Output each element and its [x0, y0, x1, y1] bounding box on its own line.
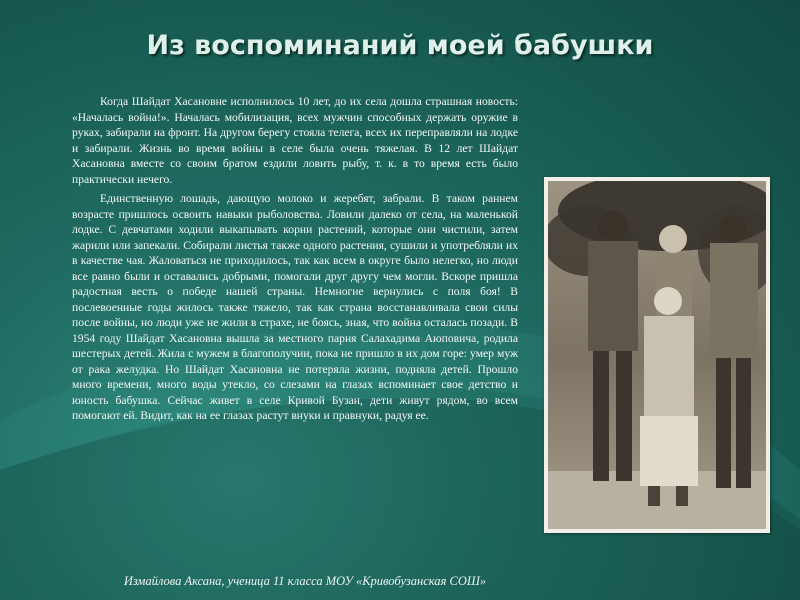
slide-title: Из воспоминаний моей бабушки: [146, 30, 654, 61]
family-photo-icon: [548, 181, 766, 529]
author-signature: Измайлова Аксана, ученица 11 класса МОУ «Кривобузанская СОШ»: [123, 574, 487, 588]
story-paragraph-2: Единственную лошадь, дающую молоко и жеребят, забрали. В таком раннем возрасте пришлось освоить навыки рыболовства. Ловили далеко от села, на маленькой лодке. С девчатами ходили выкапывать корни растений, которые они чистили, затем жарили или запекали. Собирали листья также одного растения, сушили и употребляли их в качестве чая. Жаловаться не приходилось, так как всем в округе было нелегко, но люди все равно были и оставались добрыми, помогали друг другу чем могли. Вскоре пришла радостная весть о победе нашей страны. Немногие вернулись с поля боя! В послевоенные годы жилось также тяжело, так как страна восстанавливала свои силы после войны, но люди уже не жили в страхе, не боясь, зная, что война осталась позади. В 1954 году Шайдат Хасановна вышла за местного парня Салахадима Аюповича, родила шестерых детей. Жила с мужем в благополучии, пока не пришло в их дом горе: умер муж от рака желудка. Но Шайдат Хасановна не потеряла жизни, подняла детей. Прошло много времени, много воды утекло, со слезами на глазах вспоминает свое детство и юность бабушка. Сейчас живет в селе Кривой Бузан, дети живут рядом, во всем помогают ей. Видит, как на ее глазах растут внуки и правнуки, радуя ее.: [72, 192, 518, 422]
family-photo: [544, 177, 770, 533]
story-paragraph-1: Когда Шайдат Хасановне исполнилось 10 лет, до их села дошла страшная новость: «Началась война!». Началась мобилизация, всех мужчин способных держать оружие в руках, забирали на фронт. На другом берегу стояла телега, всех их переправляли на лодке и забирали. Жизнь во время войны в селе была очень тяжелая. В 12 лет Шайдат Хасановна вместе со своим братом ездили ловить рыбу, т. к. в то время есть было практически нечего.: [72, 95, 518, 186]
story-text: [72, 94, 518, 428]
